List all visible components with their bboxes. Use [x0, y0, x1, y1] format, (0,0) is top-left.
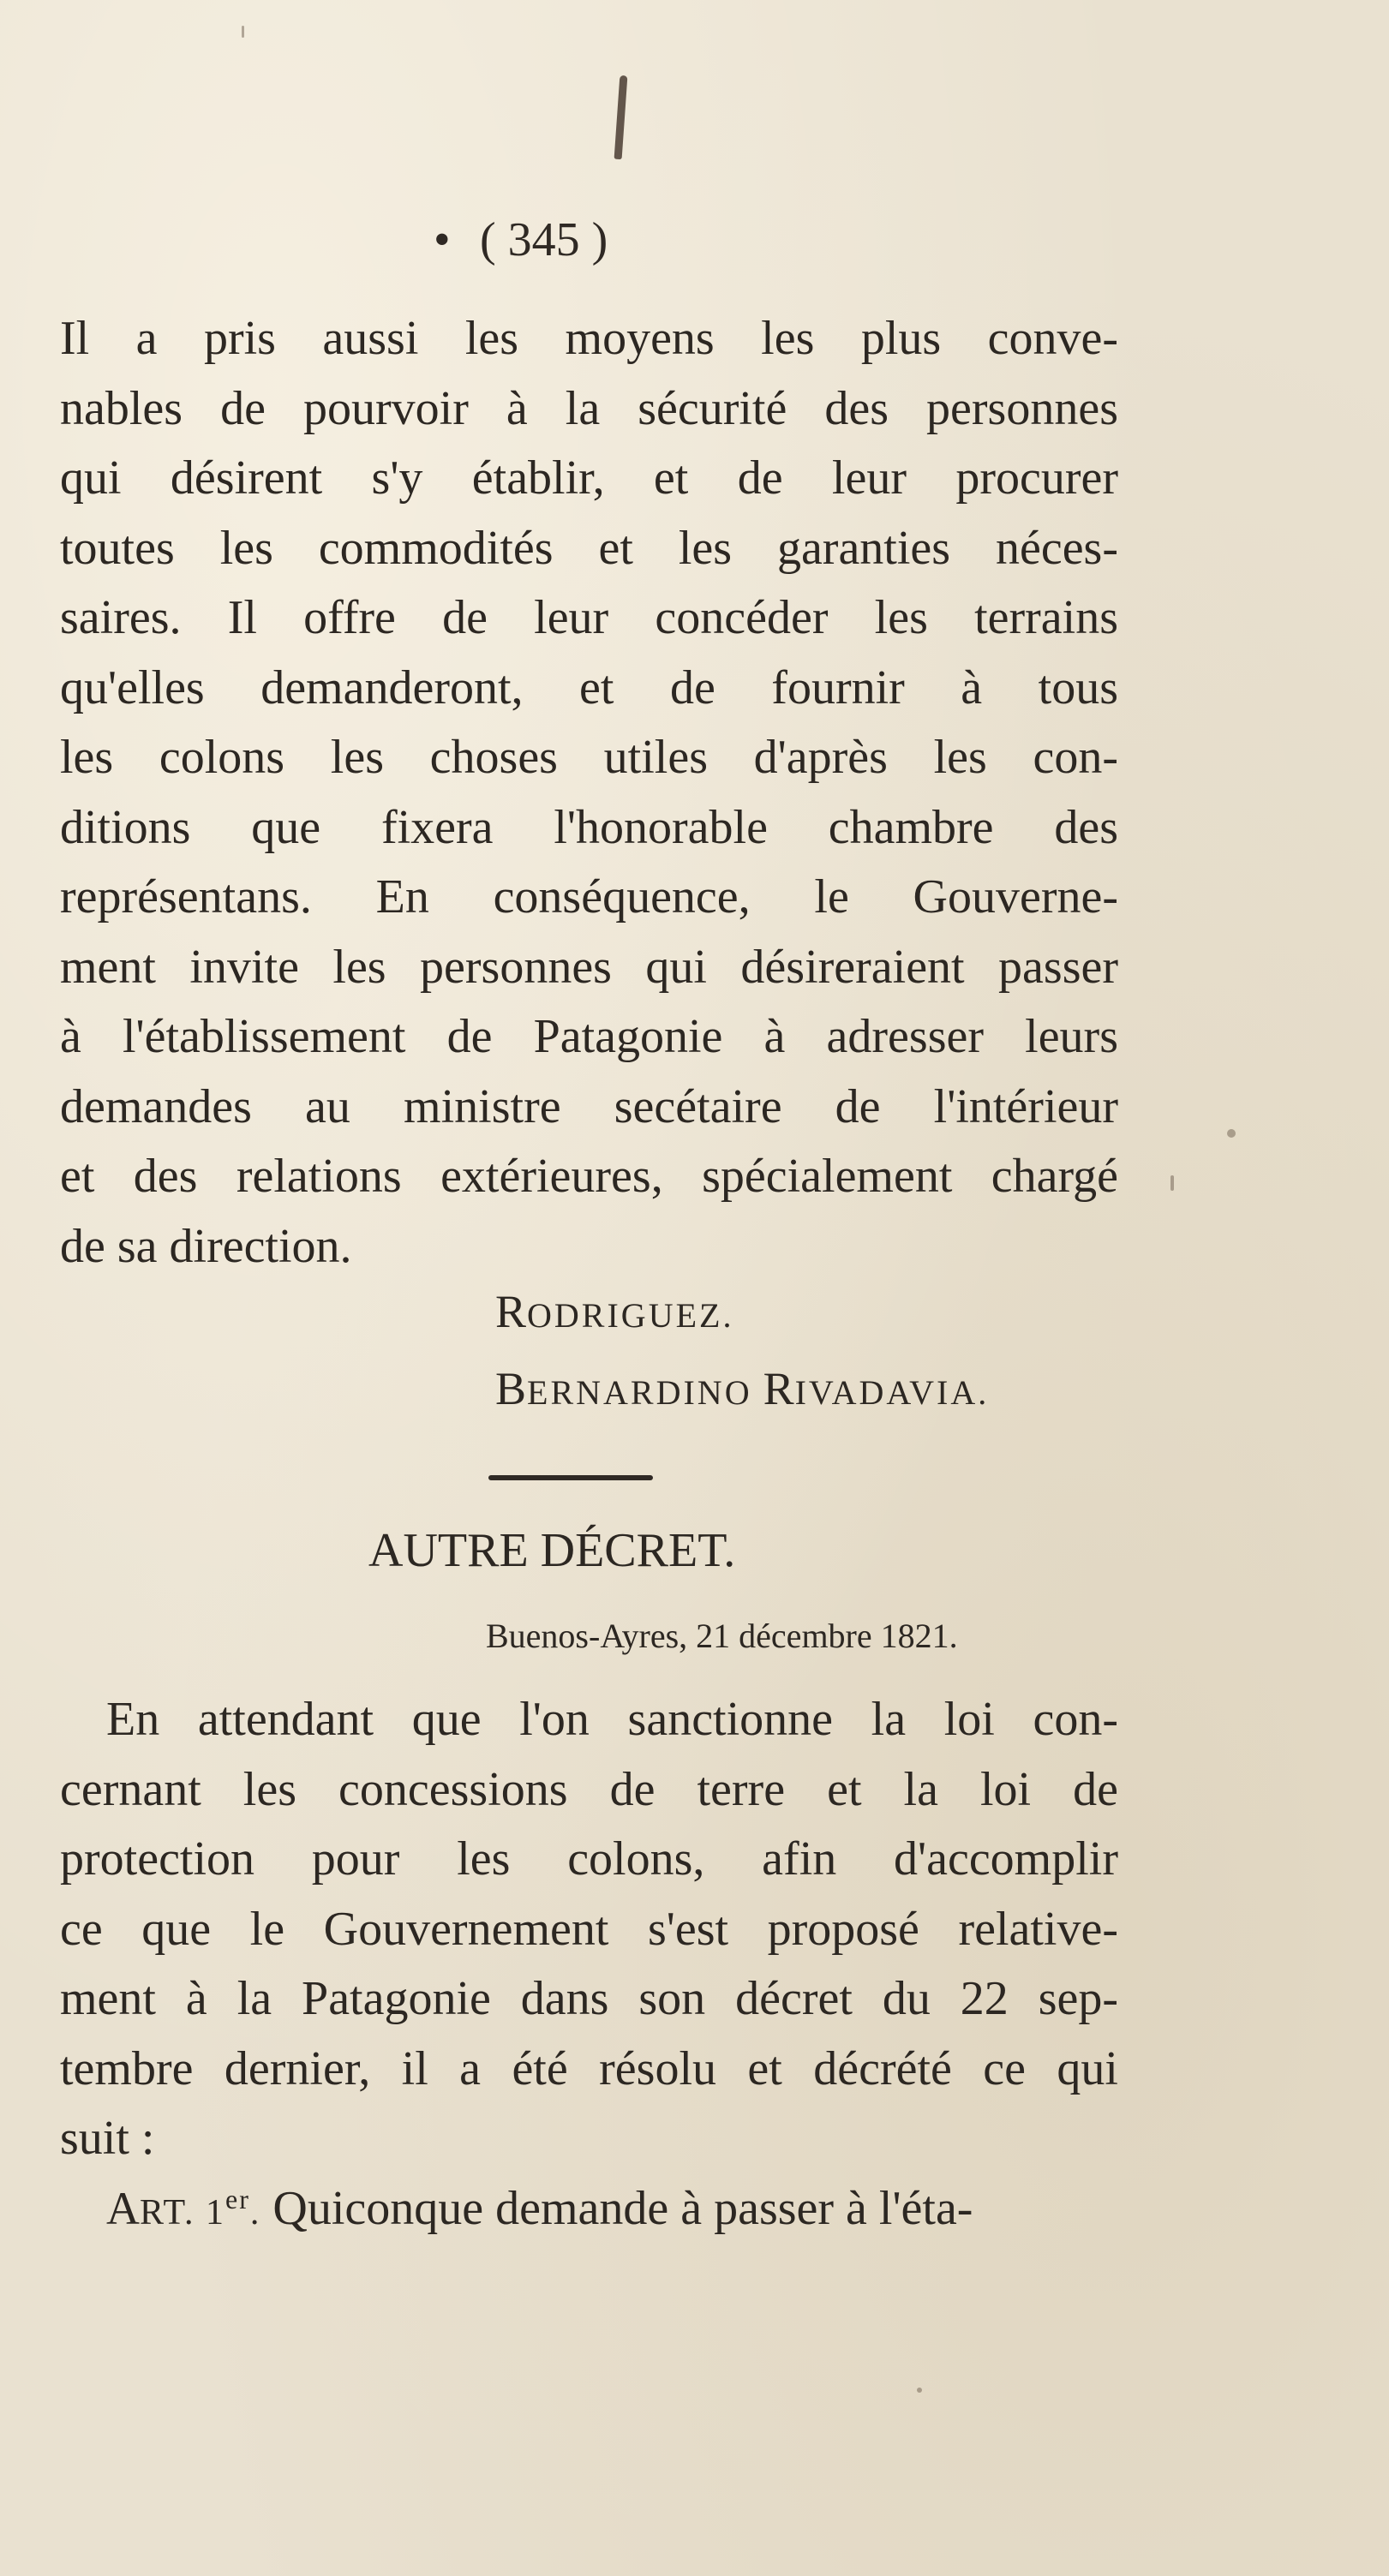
text-line: suit : [60, 2112, 155, 2165]
page-number-text: ( 345 ) [480, 213, 608, 266]
text-line: qu'elles demanderont, et de fournir à tous [60, 660, 1118, 714]
signature-initial: B [495, 1363, 528, 1414]
page-number [434, 210, 686, 270]
signature-initial: R [763, 1363, 795, 1414]
signature-rodriguez [495, 1285, 733, 1338]
article-line [60, 2174, 1118, 2244]
text-line: les colons les choses utiles d'après les con- [60, 731, 1118, 784]
text-line: qui désirent s'y établir, et de leur procurer [60, 451, 1118, 505]
ink-stroke-mark [614, 75, 628, 159]
text-line: protection pour les colons, afin d'accomplir [60, 1832, 1118, 1886]
signature-initial: R [495, 1286, 528, 1337]
text-line: de sa direction. [60, 1219, 352, 1273]
article-label-sup: er [225, 2183, 250, 2214]
text-line: tembre dernier, il a été résolu et décrété ce qui [60, 2041, 1118, 2095]
text-line: demandes au ministre secétaire de l'intérieur [60, 1079, 1118, 1133]
text-line: et des relations extérieures, spécialement chargé [60, 1150, 1118, 1203]
signature-rivadavia [495, 1362, 989, 1415]
text-line: ment à la Patagonie dans son décret du 22 sep- [60, 1972, 1118, 2025]
text-line: Il a pris aussi les moyens les plus conve- [60, 312, 1118, 365]
paper-speck [242, 26, 244, 38]
text-line: En attendant que l'on sanctionne la loi con- [106, 1693, 1118, 1746]
article-label-rest: RT. 1 [140, 2192, 226, 2232]
section-heading: AUTRE DÉCRET. [368, 1524, 736, 1577]
paper-speck [917, 2388, 922, 2393]
paper-speck [1170, 1175, 1174, 1191]
signature-rest: IVADAVIA. [794, 1373, 990, 1412]
folio-dot: • [434, 213, 451, 266]
article-text: Quiconque demande à passer à l'éta- [260, 2181, 973, 2235]
paragraph-2 [60, 1685, 1118, 2244]
text-line: cernant les concessions de terre et la loi de [60, 1762, 1118, 1816]
article-label [106, 2182, 261, 2234]
text-line: ce que le Gouvernement s'est proposé relative- [60, 1902, 1118, 1956]
text-line: à l'établissement de Patagonie à adresser leurs [60, 1010, 1118, 1063]
paragraph-1 [60, 304, 1118, 1282]
article-label-initial: A [106, 2182, 140, 2234]
paper-speck [1227, 1129, 1236, 1138]
signature-rest: ERNARDINO [527, 1373, 763, 1412]
article-label-end: . [249, 2192, 261, 2232]
dateline: Buenos-Ayres, 21 décembre 1821. [486, 1617, 958, 1655]
text-line: saires. Il offre de leur concéder les terrains [60, 591, 1118, 644]
text-line: ditions que fixera l'honorable chambre des [60, 800, 1118, 854]
section-divider [488, 1475, 653, 1480]
text-line: ment invite les personnes qui désireraient passer [60, 940, 1118, 994]
text-line: toutes les commodités et les garanties néces- [60, 521, 1118, 575]
signature-rest: ODRIGUEZ. [527, 1296, 734, 1335]
text-line: représentans. En conséquence, le Gouverne- [60, 870, 1118, 923]
text-line: nables de pourvoir à la sécurité des personnes [60, 381, 1118, 435]
